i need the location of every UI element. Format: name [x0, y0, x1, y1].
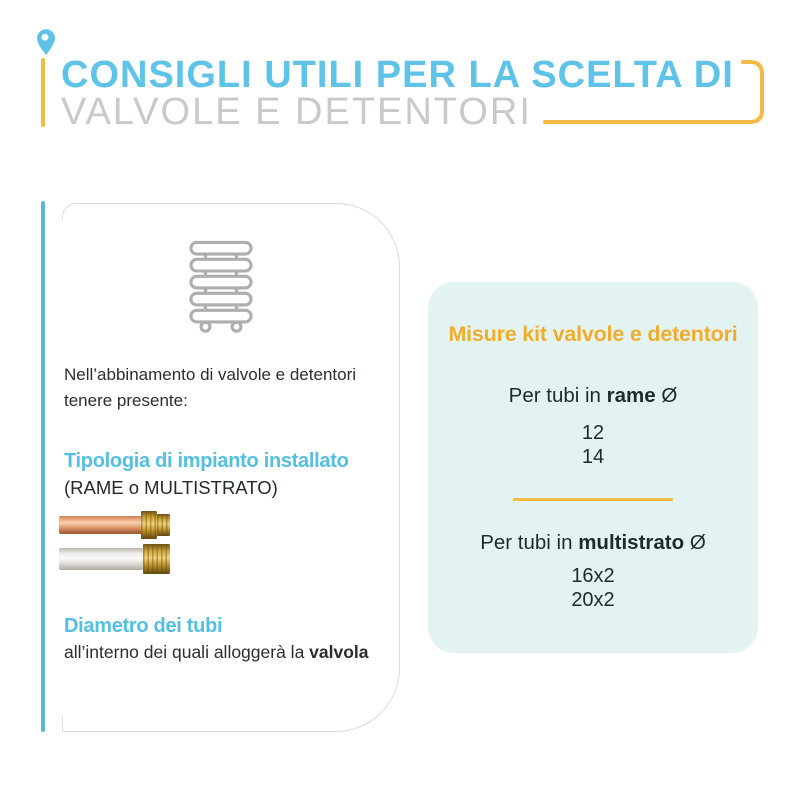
- point1-subtitle: (RAME o MULTISTRATO): [64, 477, 278, 498]
- point2-subtitle: [64, 642, 369, 663]
- intro-text: [64, 362, 394, 414]
- point2-subtitle-bold: valvola: [309, 642, 369, 662]
- copper-size-2: 14: [581, 446, 605, 468]
- copper-label-material: rame: [606, 384, 656, 407]
- sizes-card-title: Misure kit valvole e detentori: [448, 322, 738, 346]
- multilayer-tube: [59, 548, 143, 570]
- advice-card: [62, 203, 400, 732]
- diameter-symbol: Ø: [684, 531, 706, 554]
- copper-size-1: 12: [581, 422, 605, 444]
- copper-pipe-image: [59, 511, 171, 540]
- copper-label-prefix: Per tubi in: [508, 384, 607, 407]
- copper-fitting-nut: [141, 511, 157, 539]
- multilayer-sizes-list: [428, 564, 758, 612]
- sizes-divider-line: [513, 498, 673, 501]
- point2-title: Diametro dei tubi: [64, 615, 223, 637]
- point1-title: Tipologia di impianto installato: [64, 450, 349, 472]
- copper-sizes-label: [428, 384, 758, 408]
- multilayer-size-1: 16x2: [571, 565, 615, 587]
- page-title: CONSIGLI UTILI PER LA SCELTA DI: [61, 54, 734, 96]
- copper-tube: [59, 516, 143, 534]
- point2-subtitle-text: all’interno dei quali alloggerà la: [64, 642, 310, 662]
- intro-line-1: Nell’abbinamento di valvole e detentori: [64, 365, 357, 384]
- multilayer-fitting: [143, 544, 170, 574]
- header-accent-line: [41, 58, 45, 127]
- diameter-symbol: Ø: [655, 384, 678, 407]
- card-accent-bar: [41, 201, 45, 732]
- multilayer-label-material: multistrato: [578, 531, 685, 554]
- multilayer-sizes-label: [428, 531, 758, 555]
- intro-line-2: tenere presente:: [64, 391, 188, 410]
- multilayer-pipe-image: [59, 544, 173, 574]
- header-bracket-line: [543, 58, 767, 128]
- multilayer-label-prefix: Per tubi in: [480, 531, 579, 554]
- radiator-icon: [189, 240, 253, 334]
- location-pin-icon: [37, 29, 55, 55]
- copper-fitting-thread: [157, 514, 170, 536]
- page-subtitle: VALVOLE E DETENTORI: [61, 91, 532, 133]
- multilayer-size-2: 20x2: [571, 589, 615, 611]
- copper-sizes-list: [428, 421, 758, 469]
- sizes-card: [428, 282, 758, 653]
